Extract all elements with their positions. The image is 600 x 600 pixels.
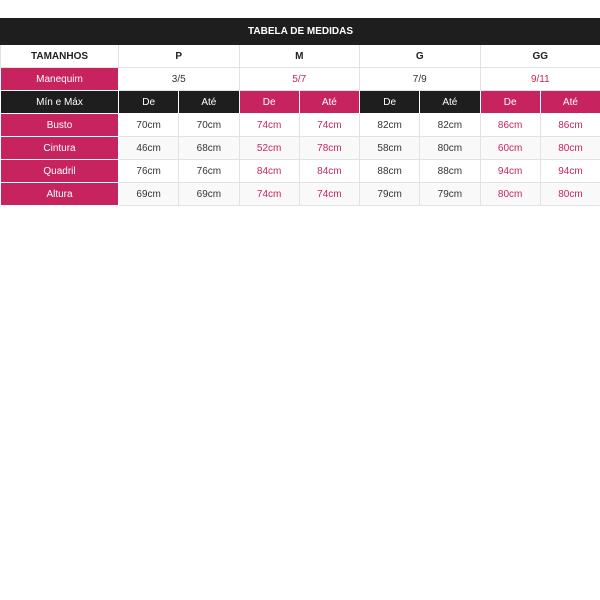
ate-header-m: Até	[299, 91, 359, 114]
manequim-row	[1, 68, 600, 91]
manequim-m: 5/7	[239, 68, 360, 91]
table-cell: 78cm	[299, 137, 359, 160]
table-cell: 58cm	[360, 137, 420, 160]
size-m-header: M	[239, 45, 360, 68]
table-cell: 79cm	[360, 183, 420, 206]
table-cell: 82cm	[420, 114, 480, 137]
table-cell: 88cm	[420, 160, 480, 183]
table-cell: 86cm	[480, 114, 540, 137]
de-header-p: De	[119, 91, 179, 114]
row-label: Busto	[1, 114, 119, 137]
table-title: TABELA DE MEDIDAS	[1, 19, 600, 45]
table-cell: 68cm	[179, 137, 239, 160]
table-cell: 86cm	[540, 114, 600, 137]
table-cell: 94cm	[540, 160, 600, 183]
row-label: Quadril	[1, 160, 119, 183]
table-row	[1, 160, 600, 183]
table-row	[1, 114, 600, 137]
table-cell: 84cm	[299, 160, 359, 183]
table-cell: 76cm	[119, 160, 179, 183]
row-label: Altura	[1, 183, 119, 206]
table-row	[1, 183, 600, 206]
table-cell: 88cm	[360, 160, 420, 183]
table-cell: 74cm	[239, 114, 299, 137]
table-cell: 74cm	[299, 114, 359, 137]
manequim-p: 3/5	[119, 68, 240, 91]
table-cell: 69cm	[119, 183, 179, 206]
size-gg-header: GG	[480, 45, 600, 68]
de-header-gg: De	[480, 91, 540, 114]
de-header-g: De	[360, 91, 420, 114]
ate-header-gg: Até	[540, 91, 600, 114]
minmax-label: Mín e Máx	[1, 91, 119, 114]
title-row	[1, 19, 600, 45]
table-cell: 70cm	[119, 114, 179, 137]
measurements-table	[0, 18, 600, 206]
ate-header-p: Até	[179, 91, 239, 114]
table-cell: 94cm	[480, 160, 540, 183]
table-cell: 46cm	[119, 137, 179, 160]
table-cell: 74cm	[239, 183, 299, 206]
table-cell: 76cm	[179, 160, 239, 183]
minmax-row	[1, 91, 600, 114]
table-row	[1, 137, 600, 160]
sizes-header-label: TAMANHOS	[1, 45, 119, 68]
table-cell: 80cm	[480, 183, 540, 206]
table-cell: 69cm	[179, 183, 239, 206]
table-cell: 74cm	[299, 183, 359, 206]
sizes-row	[1, 45, 600, 68]
size-p-header: P	[119, 45, 240, 68]
row-label: Cintura	[1, 137, 119, 160]
table-cell: 52cm	[239, 137, 299, 160]
table-cell: 80cm	[540, 183, 600, 206]
ate-header-g: Até	[420, 91, 480, 114]
size-chart	[0, 18, 600, 206]
table-cell: 60cm	[480, 137, 540, 160]
table-cell: 84cm	[239, 160, 299, 183]
table-cell: 79cm	[420, 183, 480, 206]
manequim-g: 7/9	[360, 68, 481, 91]
table-cell: 82cm	[360, 114, 420, 137]
table-cell: 80cm	[420, 137, 480, 160]
size-g-header: G	[360, 45, 481, 68]
manequim-gg: 9/11	[480, 68, 600, 91]
table-cell: 80cm	[540, 137, 600, 160]
de-header-m: De	[239, 91, 299, 114]
manequim-label: Manequim	[1, 68, 119, 91]
table-cell: 70cm	[179, 114, 239, 137]
